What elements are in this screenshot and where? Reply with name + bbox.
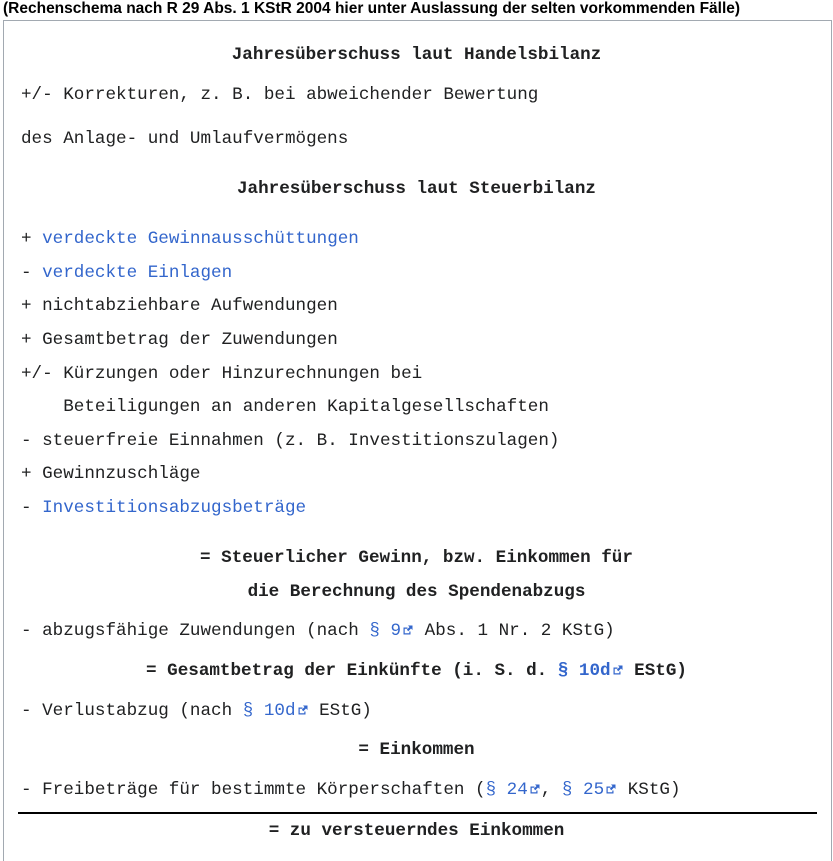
line-text: - Verlustabzug (nach (21, 701, 243, 721)
line-text: Abs. 1 Nr. 2 KStG) (414, 621, 615, 641)
link-par-24[interactable] (486, 780, 541, 800)
item-zuwendungen (21, 329, 338, 351)
item-einlagen (21, 262, 232, 284)
link-par-9[interactable] (369, 621, 414, 641)
heading-handelsbilanz: Jahresüberschuss laut Handelsbilanz (231, 45, 602, 65)
link-verdeckte-gewinnausschuettungen[interactable]: verdeckte Gewinnausschüttungen (42, 229, 359, 249)
item-gewinnzuschlaege (21, 463, 201, 485)
item-text: steuerfreie Einnahmen (z. B. Investitionszulagen) (42, 431, 560, 451)
item-prefix: + (21, 330, 43, 350)
link-par-25[interactable] (562, 780, 617, 800)
line-text: - abzugsfähige Zuwendungen (nach (21, 621, 370, 641)
link-par-10d[interactable] (558, 661, 624, 681)
link-text: § 10d (242, 701, 296, 721)
line-text: KStG) (617, 780, 681, 800)
external-link-icon (402, 624, 414, 636)
abzugsfaehige-zuwendungen (21, 620, 615, 642)
item-steuerfrei (21, 430, 559, 452)
korrekturen-line-1: +/- Korrekturen, z. B. bei abweichender Bewertung (21, 85, 539, 105)
gewinn-heading-2: die Berechnung des Spendenabzugs (247, 582, 586, 602)
sum-rule (18, 812, 817, 814)
line-text: EStG) (623, 661, 687, 681)
item-prefix: - (21, 431, 43, 451)
item-vga (21, 228, 359, 250)
link-text: § 24 (485, 780, 528, 800)
item-beteiligungen (21, 396, 549, 418)
item-prefix: + (21, 296, 43, 316)
line-text: , (540, 780, 562, 800)
item-text: Kürzungen oder Hinzurechnungen bei (63, 364, 423, 384)
link-verdeckte-einlagen[interactable]: verdeckte Einlagen (42, 263, 233, 283)
heading-steuerbilanz: Jahresüberschuss laut Steuerbilanz (237, 179, 596, 199)
item-investitionsabzug (21, 497, 306, 519)
item-text: nichtabziehbare Aufwendungen (42, 296, 338, 316)
item-prefix: - (21, 263, 43, 283)
gesamtbetrag-einkuenfte (0, 660, 833, 682)
item-prefix: +/- (21, 364, 64, 384)
item-prefix: + (21, 464, 43, 484)
external-link-icon (529, 783, 541, 795)
link-investitionsabzugsbetraege[interactable]: Investitionsabzugsbeträge (42, 498, 307, 518)
link-text: § 25 (561, 780, 605, 800)
item-text: Gesamtbetrag der Zuwendungen (42, 330, 338, 350)
link-text: § 9 (369, 621, 402, 641)
external-link-icon (612, 664, 624, 676)
item-text: Beteiligungen an anderen Kapitalgesellschaften (63, 397, 549, 417)
item-aufwendungen (21, 295, 338, 317)
item-prefix (21, 397, 63, 417)
item-prefix: - (21, 498, 43, 518)
line-text: EStG) (308, 701, 372, 721)
zu-versteuerndes-einkommen: = zu versteuerndes Einkommen (268, 821, 565, 841)
line-text: - Freibeträge für bestimmte Körperschaften ( (21, 780, 486, 800)
gewinn-heading-1: = Steuerlicher Gewinn, bzw. Einkommen für (200, 548, 633, 568)
line-text: = Gesamtbetrag der Einkünfte (i. S. d. (146, 661, 558, 681)
item-prefix: + (21, 229, 43, 249)
external-link-icon (605, 783, 617, 795)
freibetraege (21, 779, 681, 801)
link-par-10d-verlust[interactable] (243, 701, 309, 721)
korrekturen-line-2: des Anlage- und Umlaufvermögens (21, 129, 349, 149)
einkommen: = Einkommen (358, 740, 475, 760)
table-caption: (Rechenschema nach R 29 Abs. 1 KStR 2004 hier unter Auslassung der selten vorkommenden Fälle) (3, 0, 741, 17)
verlustabzug (21, 700, 372, 722)
link-text: § 10d (557, 661, 611, 681)
item-text: Gewinnzuschläge (42, 464, 201, 484)
item-kuerzungen (21, 363, 422, 385)
external-link-icon (297, 704, 309, 716)
